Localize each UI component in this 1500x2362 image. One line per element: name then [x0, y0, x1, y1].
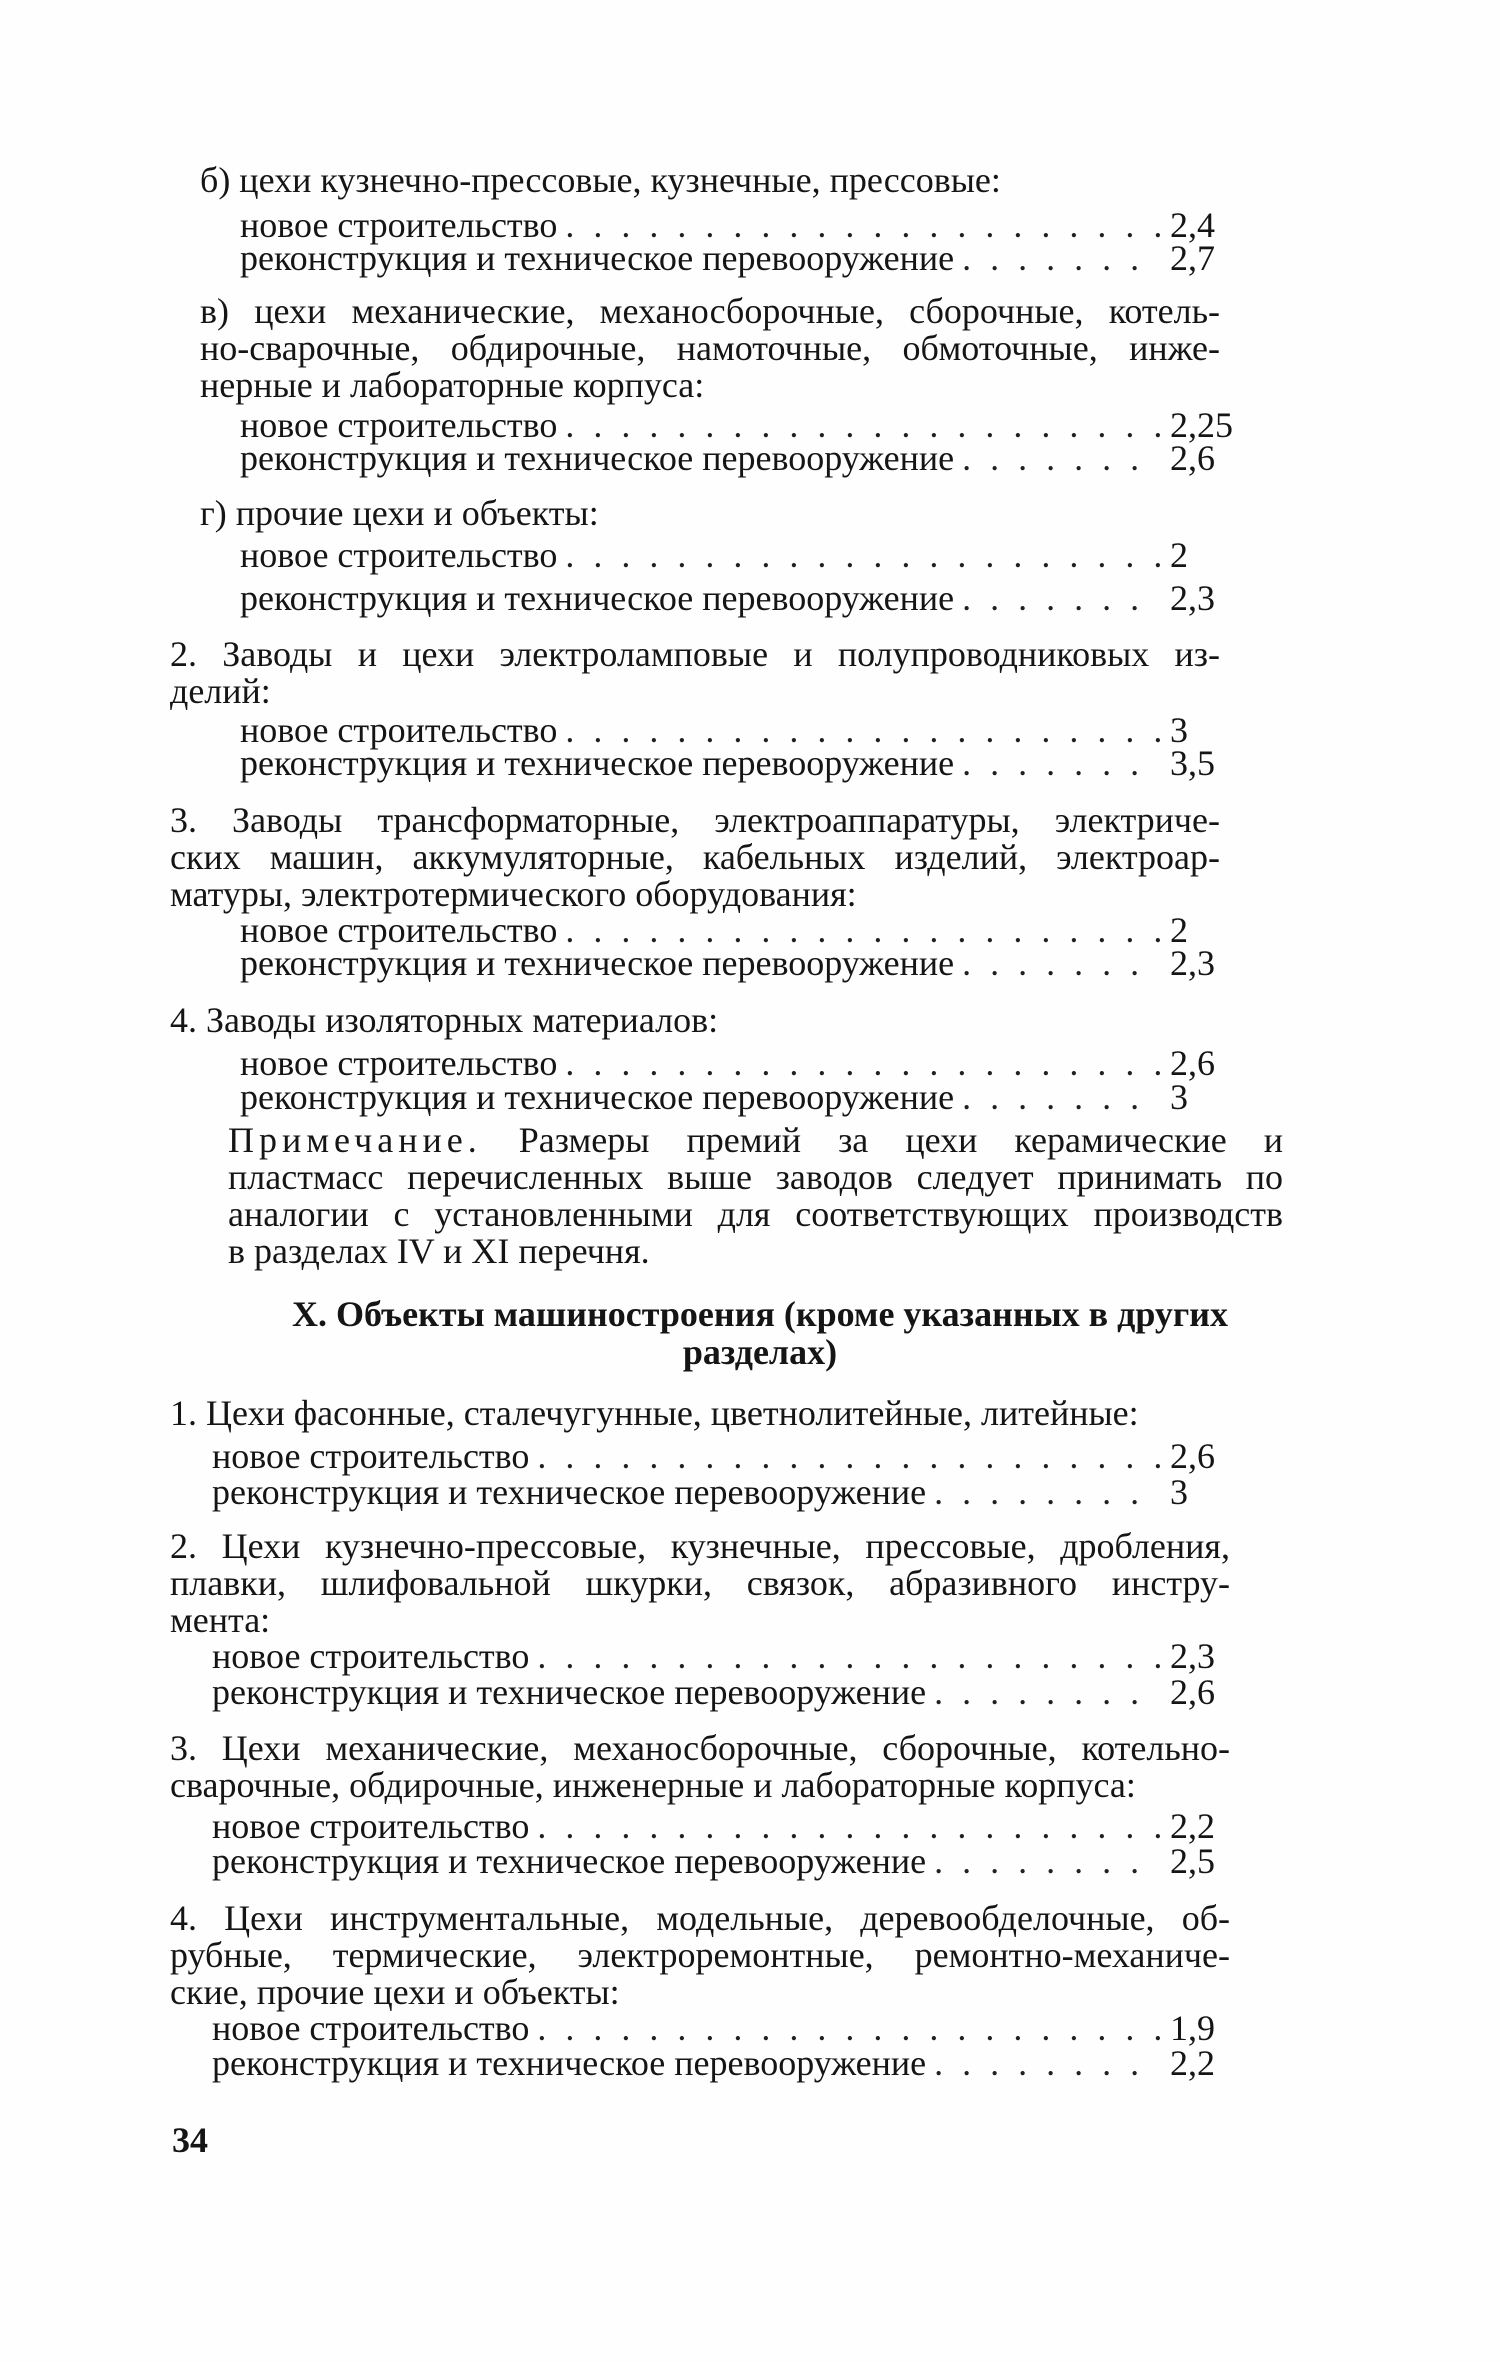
item-label: реконструкция и техническое перевооружение	[212, 1472, 927, 1512]
list-item	[212, 2045, 1240, 2082]
item-b-heading	[200, 162, 1260, 199]
text-line: 1. Цехи фасонные, сталечугунные, цветнолитейные, литейные:	[170, 1393, 1139, 1433]
leader-dots	[529, 1438, 1160, 1474]
item-label: реконструкция и техническое перевооружение	[212, 1841, 927, 1881]
text-line: нерные и лабораторные корпуса:	[200, 365, 705, 405]
item-label: реконструкция и техническое перевооружение	[240, 743, 955, 783]
page-number: 34	[172, 2120, 208, 2160]
item-label: реконструкция и техническое перевооружение	[240, 238, 955, 278]
list-item	[212, 1438, 1240, 1475]
item-label: новое строительство	[240, 910, 558, 950]
leader-dots	[954, 440, 1160, 476]
item-value: 2,3	[1170, 943, 1215, 983]
item-label: реконструкция и техническое перевооружение	[212, 2043, 927, 2083]
text-line: 2. Цехи кузнечно-прессовые, кузнечные, прессовые, дробления,	[170, 1526, 1230, 1566]
note-text: Размеры премий за цехи керамические и	[518, 1120, 1283, 1160]
item-label: новое строительство	[240, 405, 558, 445]
item-label: новое строительство	[212, 2008, 530, 2048]
list-item	[212, 1808, 1240, 1845]
list-item	[212, 2010, 1240, 2047]
item-label: реконструкция и техническое перевооружение	[240, 438, 955, 478]
list-item	[240, 1079, 1240, 1116]
text-line: пластмасс перечисленных выше заводов следует принимать по	[228, 1157, 1283, 1197]
section-title	[260, 1296, 1260, 1372]
item-label: реконструкция и техническое перевооружение	[212, 1672, 927, 1712]
x-item-1-heading	[170, 1395, 1230, 1432]
item-value: 2	[1170, 535, 1188, 575]
item-value: 2,3	[1170, 578, 1215, 618]
item-4-heading	[170, 1002, 1230, 1039]
leader-dots	[926, 1474, 1160, 1510]
item-value: 2,25	[1170, 405, 1233, 445]
item-value: 2,2	[1170, 2043, 1215, 2083]
item-label: новое строительство	[212, 1806, 530, 1846]
x-item-3-heading	[170, 1730, 1230, 1804]
leader-dots	[954, 1079, 1160, 1115]
item-label: новое строительство	[212, 1636, 530, 1676]
list-item	[212, 1843, 1240, 1880]
item-value: 2,5	[1170, 1841, 1215, 1881]
text-line: мента:	[170, 1600, 271, 1640]
item-value: 2	[1170, 910, 1188, 950]
text-line: 3. Цехи механические, механосборочные, сборочные, котельно-	[170, 1728, 1230, 1768]
text-line: 4. Заводы изоляторных материалов:	[170, 1000, 719, 1040]
item-value: 1,9	[1170, 2008, 1215, 2048]
text-line: ские, прочие цехи и объекты:	[170, 1972, 620, 2012]
item-value: 2,6	[1170, 438, 1215, 478]
item-g-heading	[200, 495, 1260, 532]
x-item-2-heading	[170, 1528, 1230, 1639]
item-label: реконструкция и техническое перевооружение	[240, 578, 955, 618]
text-line: 4. Цехи инструментальные, модельные, деревообделочные, об-	[170, 1898, 1230, 1938]
item-value: 3	[1170, 710, 1188, 750]
text-line: плавки, шлифовальной шкурки, связок, абразивного инстру-	[170, 1563, 1230, 1603]
list-item	[212, 1674, 1240, 1711]
leader-dots	[557, 537, 1160, 573]
item-label: реконструкция и техническое перевооружение	[240, 1077, 955, 1117]
text-line: г) прочие цехи и объекты:	[200, 493, 599, 533]
item-value: 2,6	[1170, 1672, 1215, 1712]
text-line: матуры, электротермического оборудования:	[170, 874, 857, 914]
text-line: делий:	[170, 671, 271, 711]
list-item	[212, 1474, 1240, 1511]
text-line: 2. Заводы и цехи электроламповые и полупроводниковых из-	[170, 634, 1220, 674]
leader-dots	[954, 240, 1160, 276]
leader-dots	[926, 1674, 1160, 1710]
item-value: 3	[1170, 1077, 1188, 1117]
item-value: 2,7	[1170, 238, 1215, 278]
leader-dots	[954, 945, 1160, 981]
list-item	[240, 745, 1240, 782]
leader-dots	[529, 1808, 1160, 1844]
note	[228, 1122, 1283, 1270]
item-label: новое строительство	[212, 1436, 530, 1476]
item-label: новое строительство	[240, 1043, 558, 1083]
leader-dots	[926, 1843, 1160, 1879]
item-value: 2,6	[1170, 1043, 1215, 1083]
item-value: 2,4	[1170, 205, 1215, 245]
title-line: X. Объекты машиностроения (кроме указанных в других	[292, 1294, 1228, 1334]
item-value: 2,3	[1170, 1636, 1215, 1676]
title-line: разделах)	[682, 1332, 838, 1372]
text-line: в) цехи механические, механосборочные, сборочные, котель-	[200, 291, 1220, 331]
item-label: реконструкция и техническое перевооружение	[240, 943, 955, 983]
item-value: 2,6	[1170, 1436, 1215, 1476]
item-2-heading	[170, 636, 1220, 710]
item-value: 2,2	[1170, 1806, 1215, 1846]
item-label: новое строительство	[240, 535, 558, 575]
item-v-heading	[200, 293, 1220, 404]
leader-dots	[557, 1045, 1160, 1081]
text-line: б) цехи кузнечно-прессовые, кузнечные, прессовые:	[200, 160, 1001, 200]
item-label: новое строительство	[240, 710, 558, 750]
leader-dots	[954, 580, 1160, 616]
text-line: но-сварочные, обдирочные, намоточные, обмоточные, инже-	[200, 328, 1220, 368]
list-item	[240, 240, 1240, 277]
text-line: 3. Заводы трансформаторные, электроаппаратуры, электриче-	[170, 800, 1220, 840]
item-label: новое строительство	[240, 205, 558, 245]
list-item	[240, 537, 1240, 574]
list-item	[240, 580, 1240, 617]
note-first-line	[228, 1122, 1283, 1159]
leader-dots	[954, 745, 1160, 781]
list-item	[240, 945, 1240, 982]
text-line: рубные, термические, электроремонтные, ремонтно-механиче-	[170, 1935, 1230, 1975]
item-value: 3	[1170, 1472, 1188, 1512]
note-label: Примечание.	[228, 1120, 482, 1160]
x-item-4-heading	[170, 1900, 1230, 2011]
text-line: ских машин, аккумуляторные, кабельных изделий, электроар-	[170, 837, 1220, 877]
item-3-heading	[170, 802, 1220, 913]
list-item	[240, 440, 1240, 477]
leader-dots	[529, 1638, 1160, 1674]
text-line: сварочные, обдирочные, инженерные и лабораторные корпуса:	[170, 1765, 1136, 1805]
leader-dots	[529, 2010, 1160, 2046]
text-line: в разделах IV и XI перечня.	[228, 1231, 650, 1271]
item-value: 3,5	[1170, 743, 1215, 783]
leader-dots	[926, 2045, 1160, 2081]
text-line: аналогии с установленными для соответствующих производств	[228, 1194, 1283, 1234]
list-item	[212, 1638, 1240, 1675]
